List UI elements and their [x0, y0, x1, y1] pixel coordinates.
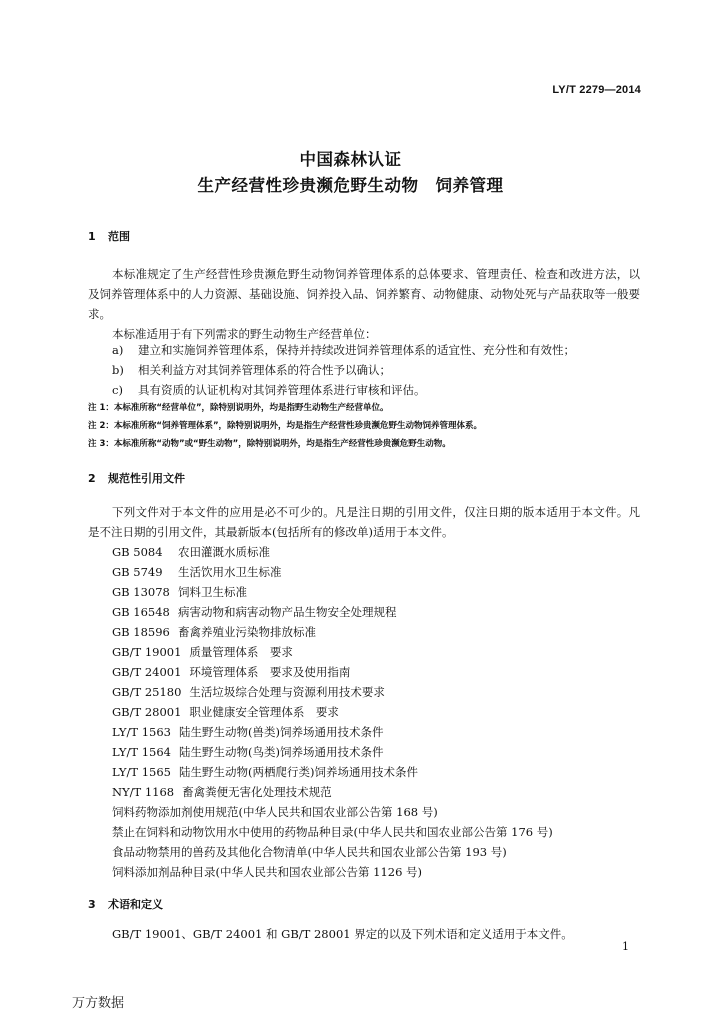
- section-number: 1: [88, 230, 96, 243]
- list-item-tag: c): [112, 383, 123, 397]
- reference-title: 生活饮用水卫生标准: [178, 565, 282, 579]
- reference-item: [112, 684, 385, 700]
- document-title-line-1: 中国森林认证: [299, 150, 402, 169]
- section-title: 规范性引用文件: [108, 472, 185, 485]
- reference-item-extra: 食品动物禁用的兽药及其他化合物清单(中华人民共和国农业部公告第 193 号): [112, 845, 507, 859]
- document-title-line-2: 生产经营性珍贵濒危野生动物 饲养管理: [197, 176, 504, 195]
- section-3-paragraph: GB/T 19001、GB/T 24001 和 GB/T 28001 界定的以及下列术语和定义适用于本文件。: [112, 927, 573, 941]
- list-item-tag: a): [112, 343, 124, 357]
- reference-title: 陆生野生动物(两栖爬行类)饲养场通用技术条件: [178, 765, 418, 779]
- reference-title: 生活垃圾综合处理与资源利用技术要求: [189, 685, 385, 699]
- reference-item: [112, 704, 339, 720]
- reference-code: GB 13078: [112, 585, 170, 599]
- section-number: 2: [88, 472, 96, 485]
- reference-title: 畜禽养殖业污染物排放标准: [178, 625, 316, 639]
- reference-item-extra: 饲料药物添加剂使用规范(中华人民共和国农业部公告第 168 号): [112, 805, 438, 819]
- reference-title: 畜禽粪便无害化处理技术规范: [182, 785, 332, 799]
- list-item-text: 具有资质的认证机构对其饲养管理体系进行审核和评估。: [138, 383, 426, 397]
- reference-item: [112, 784, 332, 800]
- reference-code: GB/T 19001: [112, 645, 182, 659]
- list-item-a: [112, 342, 575, 358]
- reference-item: [112, 744, 383, 760]
- list-item-text: 相关利益方对其饲养管理体系的符合性予以确认；: [138, 363, 391, 377]
- reference-code: LY/T 1565: [112, 765, 171, 779]
- reference-title: 饲料卫生标准: [178, 585, 247, 599]
- section-number: 3: [88, 898, 96, 911]
- reference-title: 陆生野生动物(鸟类)饲养场通用技术条件: [178, 745, 384, 759]
- note-1: 注 1：本标准所称“经营单位”，除特别说明外，均是指野生动物生产经营单位。: [88, 403, 389, 413]
- note-2: 注 2：本标准所称“饲养管理体系”，除特别说明外，均是指生产经营性珍贵濒危野生动物饲养管理体系。: [88, 421, 483, 431]
- reference-code: GB 5749: [112, 565, 163, 579]
- reference-code: GB 18596: [112, 625, 170, 639]
- reference-code: GB 16548: [112, 605, 170, 619]
- reference-title: 质量管理体系 要求: [189, 645, 293, 659]
- list-item-b: [112, 362, 391, 378]
- reference-item: [112, 644, 293, 660]
- reference-code: NY/T 1168: [112, 785, 175, 799]
- reference-item: [112, 724, 383, 740]
- reference-title: 农田灌溉水质标准: [178, 545, 270, 559]
- section-1-paragraph-2: 本标准适用于有下列需求的野生动物生产经营单位：: [112, 327, 377, 341]
- list-item-c: [112, 382, 426, 398]
- reference-title: 职业健康安全管理体系 要求: [189, 705, 339, 719]
- section-title: 范围: [108, 230, 130, 243]
- section-title: 术语和定义: [108, 898, 163, 911]
- reference-item: [112, 584, 247, 600]
- watermark-text: 万方数据: [72, 996, 125, 1011]
- list-item-tag: b): [112, 363, 124, 377]
- section-1-paragraph-1: 本标准规定了生产经营性珍贵濒危野生动物饲养管理体系的总体要求、管理责任、检查和改进方法，以及饲养管理体系中的人力资源、基础设施、饲养投入品、饲养繁育、动物健康、动物处死与产品获取等一般要求。: [88, 267, 640, 321]
- reference-item-extra: 饲料添加剂品种目录(中华人民共和国农业部公告第 1126 号): [112, 865, 423, 879]
- reference-code: LY/T 1563: [112, 725, 171, 739]
- reference-code: LY/T 1564: [112, 745, 171, 759]
- reference-item: [112, 604, 397, 620]
- reference-code: GB 5084: [112, 545, 163, 559]
- reference-item-extra: 禁止在饲料和动物饮用水中使用的药物品种目录(中华人民共和国农业部公告第 176 号): [112, 825, 553, 839]
- reference-item: [112, 624, 316, 640]
- reference-item: [112, 764, 418, 780]
- section-1-heading: [88, 228, 130, 244]
- reference-code: GB/T 25180: [112, 685, 182, 699]
- section-3-heading: [88, 896, 163, 912]
- list-item-text: 建立和实施饲养管理体系，保持并持续改进饲养管理体系的适宜性、充分性和有效性；: [138, 343, 575, 357]
- reference-code: GB/T 24001: [112, 665, 182, 679]
- reference-title: 环境管理体系 要求及使用指南: [189, 665, 351, 679]
- standard-code: LY/T 2279—2014: [552, 84, 641, 96]
- reference-item: [112, 564, 282, 580]
- section-2-paragraph: 下列文件对于本文件的应用是必不可少的。凡是注日期的引用文件，仅注日期的版本适用于本文件。凡是不注日期的引用文件，其最新版本(包括所有的修改单)适用于本文件。: [88, 505, 640, 539]
- reference-item: [112, 544, 270, 560]
- section-2-heading: [88, 470, 185, 486]
- reference-item: [112, 664, 350, 680]
- reference-code: GB/T 28001: [112, 705, 182, 719]
- page-number: 1: [622, 940, 629, 953]
- reference-title: 病害动物和病害动物产品生物安全处理规程: [178, 605, 397, 619]
- note-3: 注 3：本标准所称“动物”或“野生动物”，除特别说明外，均是指生产经营性珍贵濒危野生动物。: [88, 439, 451, 449]
- reference-title: 陆生野生动物(兽类)饲养场通用技术条件: [178, 725, 384, 739]
